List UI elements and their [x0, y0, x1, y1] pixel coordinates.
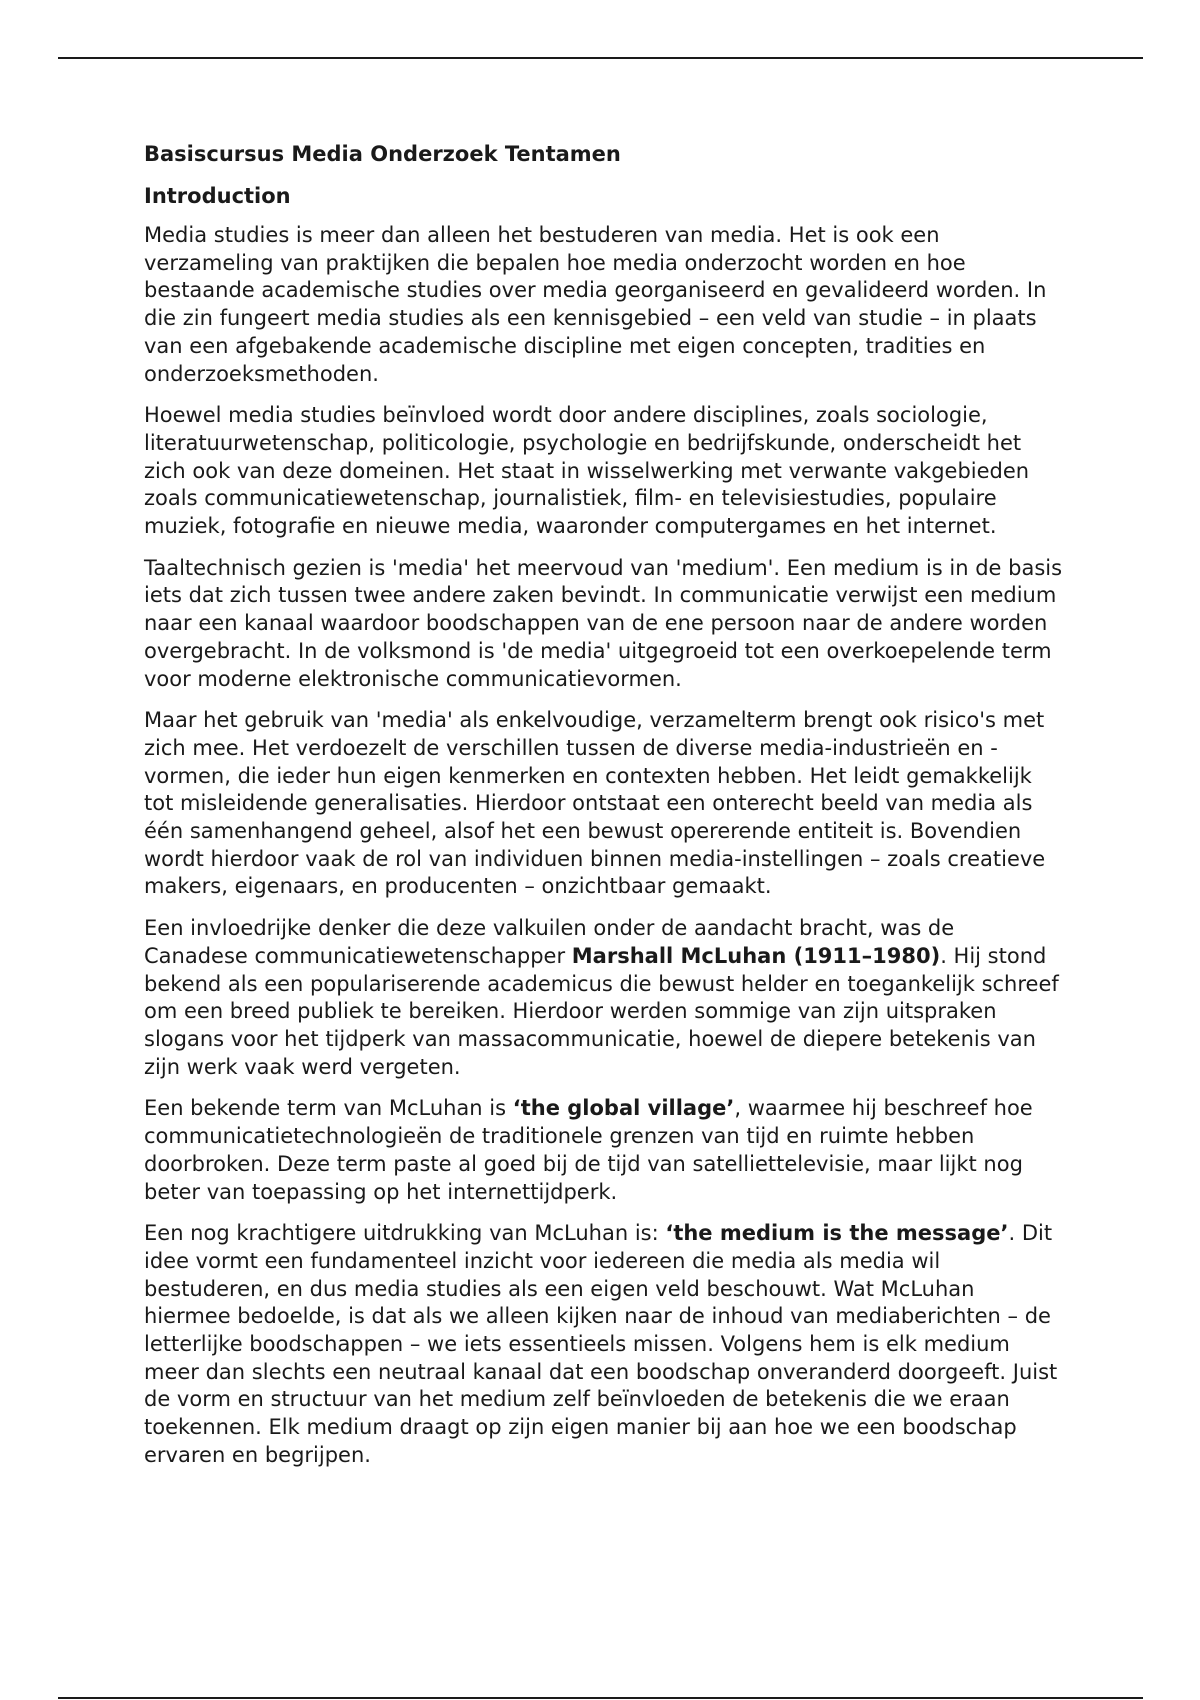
paragraph-7-text-before: Een nog krachtigere uitdrukking van McLuhan is: [144, 1221, 666, 1246]
paragraph-7-bold-term: ‘the medium is the message’ [665, 1221, 1009, 1246]
paragraph-5-text-before: Een invloedrijke denker die deze valkuilen onder de aandacht bracht, was de Canadese communicatiewetenschapper [144, 916, 955, 968]
paragraph-6-bold-term: ‘the global village’ [512, 1096, 735, 1121]
paragraph-5 [144, 915, 1064, 1081]
paragraph-6 [144, 1095, 1064, 1206]
paragraph-7 [144, 1220, 1064, 1469]
paragraph-6-text-after: , waarmee hij beschreef hoe communicatietechnologieën de traditionele grenzen van tijd en ruimte hebben doorbroken. Deze term paste al goed bij de tijd van satelliettelevisie, maar lijkt nog beter van toepassing op het internettijdperk. [144, 1096, 1033, 1204]
paragraph-4: Maar het gebruik van 'media' als enkelvoudige, verzamelterm brengt ook risico's met zich mee. Het verdoezelt de verschillen tussen de diverse media-industrieën en -vormen, die ieder hun eigen kenmerken en contexten hebben. Het leidt gemakkelijk tot misleidende generalisaties. Hierdoor ontstaat een onterecht beeld van media als één samenhangend geheel, alsof het een bewust opererende entiteit is. Bovendien wordt hierdoor vaak de rol van individuen binnen media-instellingen – zoals creatieve makers, eigenaars, en producenten – onzichtbaar gemaakt. [144, 708, 1046, 899]
section-heading: Introduction [144, 184, 291, 208]
paragraph-5-text-after: . Hij stond bekend als een populariserende academicus die bewust helder en toegankelijk schreef om een breed publiek te bereiken. Hierdoor werden sommige van zijn uitspraken slogans voor het tijdperk van massacommunicatie, hoewel de diepere betekenis van zijn werk vaak werd vergeten. [144, 943, 1059, 1079]
top-divider [58, 57, 1143, 59]
paragraph-1: Media studies is meer dan alleen het bestuderen van media. Het is ook een verzameling van praktijken die bepalen hoe media onderzocht worden en hoe bestaande academische studies over media georganiseerd en gevalideerd worden. In die zin fungeert media studies als een kennisgebied – een veld van studie – in plaats van een afgebakende academische discipline met eigen concepten, tradities en onderzoeksmethoden. [144, 223, 1047, 386]
paragraph-7-text-after: . Dit idee vormt een fundamenteel inzicht voor iedereen die media als media wil bestuderen, en dus media studies als een eigen veld beschouwt. Wat McLuhan hiermee bedoelde, is dat als we alleen kijken naar de inhoud van mediaberichten – de letterlijke boodschappen – we iets essentieels missen. Volgens hem is elk medium meer dan slechts een neutraal kanaal dat een boodschap onveranderd doorgeeft. Juist de vorm en structuur van het medium zelf beïnvloeden de betekenis die we eraan toekennen. Elk medium draagt op zijn eigen manier bij aan hoe we een boodschap ervaren en begrijpen. [144, 1221, 1058, 1467]
paragraph-2: Hoewel media studies beïnvloed wordt door andere disciplines, zoals sociologie, literatuurwetenschap, politicologie, psychologie en bedrijfskunde, onderscheidt het zich ook van deze domeinen. Het staat in wisselwerking met verwante vakgebieden zoals communicatiewetenschap, journalistiek, film- en televisiestudies, populaire muziek, fotografie en nieuwe media, waaronder computergames en het internet. [144, 403, 1030, 539]
document-title: Basiscursus Media Onderzoek Tentamen [144, 142, 621, 166]
bottom-divider [58, 1697, 1143, 1699]
paragraph-5-bold-name: Marshall McLuhan (1911–1980) [571, 943, 941, 968]
document-body [144, 140, 1064, 1484]
paragraph-3: Taaltechnisch gezien is 'media' het meervoud van 'medium'. Een medium is in de basis iets dat zich tussen twee andere zaken bevindt. In communicatie verwijst een medium naar een kanaal waardoor boodschappen van de ene persoon naar de andere worden overgebracht. In de volksmond is 'de media' uitgegroeid tot een overkoepelende term voor moderne elektronische communicatievormen. [144, 555, 1063, 691]
paragraph-6-text-before: Een bekende term van McLuhan is [144, 1096, 513, 1121]
